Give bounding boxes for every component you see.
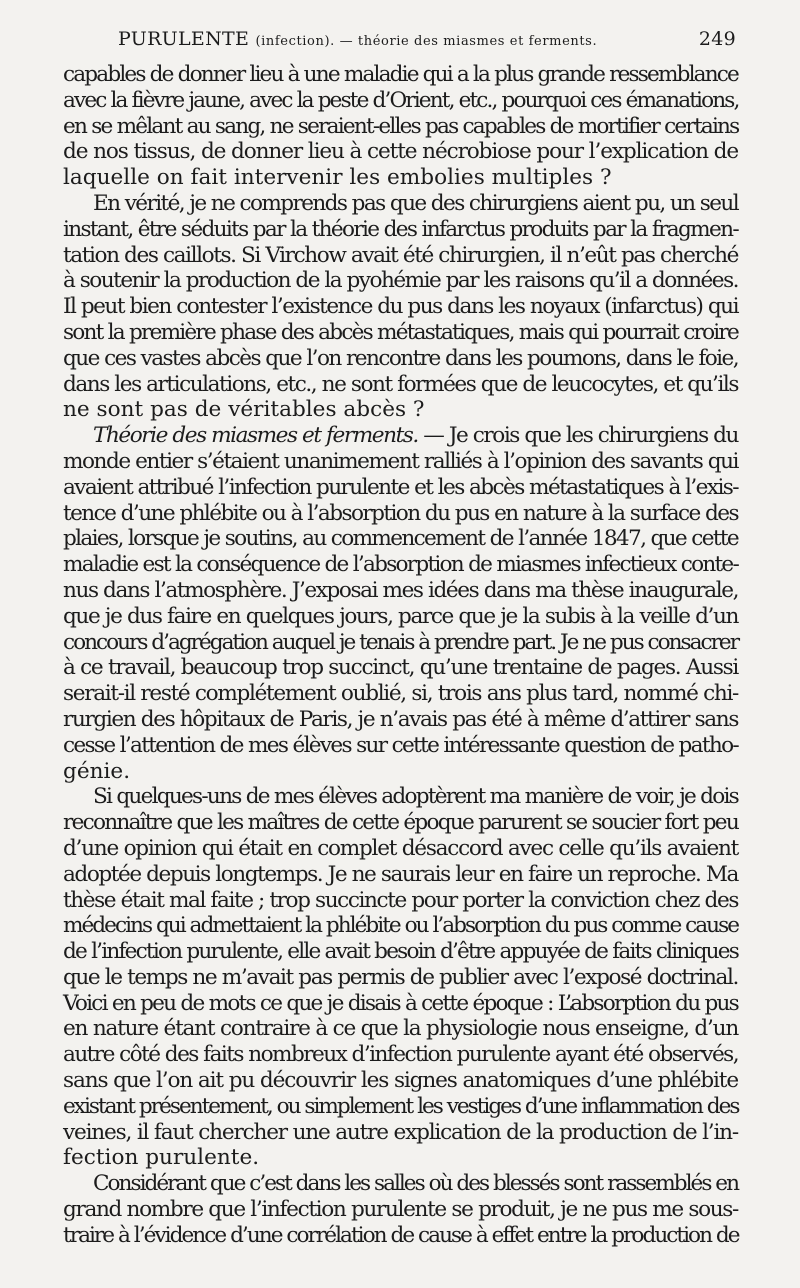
- running-title-rest: (infection). — théorie des miasmes et ferments.: [255, 34, 598, 49]
- text-line: traire à l’évidence d’une corrélation de cause à effet entre la production de: [63, 1222, 739, 1248]
- text-line: médecins qui admettaient la phlébite ou l’absorption du pus comme cause: [63, 913, 738, 939]
- text-line: concours d’agrégation auquel je tenais à prendre part. Je ne pus consacrer: [63, 629, 739, 655]
- section-heading: Théorie des miasmes et ferments.: [93, 423, 418, 449]
- text-line: grand nombre que l’infection purulente se produit, je ne pus me sous-: [63, 1197, 738, 1223]
- text-line: serait-il resté complétement oublié, si, trois ans plus tard, nommé chi-: [63, 681, 739, 707]
- page-number: 249: [698, 28, 736, 50]
- text-line: veines, il faut chercher une autre explication de la production de l’in-: [63, 1119, 738, 1145]
- running-title-main: PURULENTE: [118, 28, 250, 50]
- text-line: que le temps ne m’avait pas permis de publier avec l’exposé doctrinal.: [63, 964, 738, 990]
- section-lead-line: [63, 423, 738, 449]
- text-line: cesse l’attention de mes élèves sur cette intéressante question de patho-: [63, 732, 739, 758]
- text-line: à ce travail, beaucoup trop succinct, qu’une trentaine de pages. Aussi: [63, 655, 738, 681]
- text-line: que ces vastes abcès que l’on rencontre dans les poumons, dans le foie,: [63, 345, 738, 371]
- text-line: d’une opinion qui était en complet désaccord avec celle qu’ils avaient: [63, 835, 739, 861]
- text-line: tation des caillots. Si Virchow avait été chirurgien, il n’eût pas cherché: [63, 242, 739, 268]
- text-line: avaient attribué l’infection purulente et les abcès métastatiques à l’exis-: [63, 474, 739, 500]
- text-line: sans que l’on ait pu découvrir les signes anatomiques d’une phlébite: [63, 1068, 739, 1094]
- text-line: plaies, lorsque je soutins, au commencement de l’année 1847, que cette: [63, 526, 738, 552]
- text-line: dans les articulations, etc., ne sont formées que de leucocytes, et qu’ils: [63, 371, 739, 397]
- text-line: maladie est la conséquence de l’absorption de miasmes infectieux conte-: [63, 552, 739, 578]
- text-line: adoptée depuis longtemps. Je ne saurais leur en faire un reproche. Ma: [63, 861, 738, 887]
- text-line: en se mêlant au sang, ne seraient-elles pas capables de mortifier certains: [63, 113, 739, 139]
- text-line: fection purulente.: [63, 1145, 260, 1171]
- text-line: Considérant que c’est dans les salles où des blessés sont rassemblés en: [93, 1171, 738, 1197]
- text-line: Voici en peu de mots ce que je disais à cette époque : L’absorption du pus: [63, 990, 738, 1016]
- paragraph-1: [63, 62, 738, 191]
- text-line: que je dus faire en quelques jours, parce que je la subis à la veille d’un: [63, 603, 738, 629]
- text-line: nus dans l’atmosphère. J’exposai mes idées dans ma thèse inaugurale,: [63, 577, 739, 603]
- paragraph-3: [63, 423, 738, 784]
- text-line: autre côté des faits nombreux d’infection purulente ayant été observés,: [63, 1042, 739, 1068]
- text-line: génie.: [63, 758, 131, 784]
- text-line: En vérité, je ne comprends pas que des chirurgiens aient pu, un seul: [93, 190, 738, 216]
- text-line: sont la première phase des abcès métastatiques, mais qui pourrait croire: [63, 319, 738, 345]
- body-text: [63, 62, 738, 1249]
- text-line: tence d’une phlébite ou à l’absorption du pus en nature à la surface des: [63, 500, 739, 526]
- text-line: instant, être séduits par la théorie des infarctus produits par la fragmen-: [63, 216, 738, 242]
- text-line: rurgien des hôpitaux de Paris, je n’avais pas été à même d’attirer sans: [63, 706, 739, 732]
- paragraph-2: [63, 191, 738, 423]
- text-line: avec la fièvre jaune, avec la peste d’Orient, etc., pourquoi ces émanations,: [63, 87, 739, 113]
- paragraph-4: [63, 784, 738, 1171]
- text-line: de l’infection purulente, elle avait besoin d’être appuyée de faits cliniques: [63, 939, 738, 965]
- text-line: laquelle on fait intervenir les embolies multiples ?: [63, 165, 612, 191]
- text-line: thèse était mal faite ; trop succincte pour porter la conviction chez des: [63, 887, 738, 913]
- text-line: Il peut bien contester l’existence du pus dans les noyaux (infarctus) qui: [63, 294, 738, 320]
- text-line: monde entier s’étaient unanimement ralliés à l’opinion des savants qui: [63, 448, 738, 474]
- paragraph-5: [63, 1171, 738, 1248]
- text-line: de nos tissus, de donner lieu à cette nécrobiose pour l’explication de: [63, 139, 738, 165]
- text-line: existant présentement, ou simplement les vestiges d’une inflammation des: [63, 1093, 739, 1119]
- running-title: [118, 28, 597, 50]
- text-line: en nature étant contraire à ce que la physiologie nous enseigne, d’un: [63, 1016, 738, 1042]
- text-line: reconnaître que les maîtres de cette époque parurent se soucier fort peu: [63, 810, 738, 836]
- running-head: [118, 28, 736, 54]
- text-line: Si quelques-uns de mes élèves adoptèrent ma manière de voir, je dois: [93, 784, 739, 810]
- text-line: à soutenir la production de la pyohémie par les raisons qu’il a données.: [63, 268, 738, 294]
- text-line: ne sont pas de véritables abcès ?: [63, 397, 425, 423]
- text-line: capables de donner lieu à une maladie qui a la plus grande ressemblance: [63, 62, 739, 87]
- section-lead-text: — Je crois que les chirurgiens du: [417, 423, 739, 449]
